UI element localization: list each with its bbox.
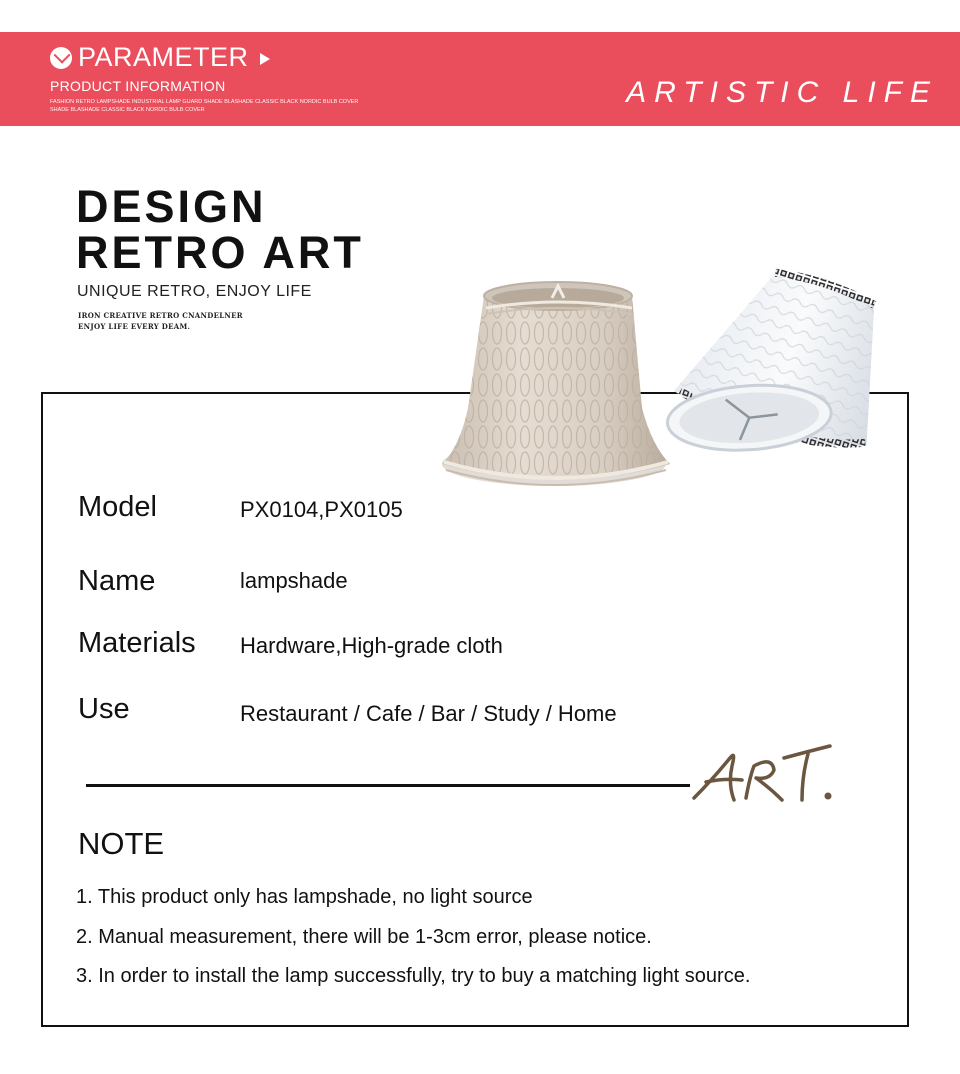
banner-tagline: ARTISTIC LIFE	[626, 76, 938, 109]
hero-title-line2: RETRO ART	[76, 227, 364, 278]
spec-label-materials: Materials	[78, 627, 196, 659]
hero-title-line1: DESIGN	[76, 181, 267, 232]
banner-fine-print	[50, 98, 359, 114]
note-item: 2. Manual measurement, there will be 1-3cm error, please notice.	[76, 926, 652, 948]
note-item: 3. In order to install the lamp successfully, try to buy a matching light source.	[76, 965, 751, 987]
banner-fine-print-line: FASHION RETRO LAMPSHADE INDUSTRIAL LAMP GUARD SHADE BLASHADE CLASSIC BLACK NORDIC BULB COVER	[50, 99, 359, 105]
spec-label-name: Name	[78, 565, 156, 597]
note-title: NOTE	[78, 826, 165, 861]
art-script-text: ART.	[690, 736, 693, 737]
spec-value-model: PX0104,PX0105	[240, 497, 403, 522]
hero-small-text: IRON CREATIVE RETRO CNANDELNER	[78, 311, 243, 320]
spec-value-use: Restaurant / Cafe / Bar / Study / Home	[240, 701, 617, 726]
hero-subtitle: UNIQUE RETRO, ENJOY LIFE	[77, 283, 312, 300]
hero-small-text: ENJOY LIFE EVERY DEAM.	[78, 322, 191, 331]
white-lampshade	[647, 268, 910, 512]
banner-subtitle: PRODUCT INFORMATION	[50, 78, 226, 94]
spec-value-materials: Hardware,High-grade cloth	[240, 633, 503, 658]
play-arrow-icon	[260, 53, 270, 65]
banner-title: PARAMETER	[78, 42, 249, 72]
spec-label-use: Use	[78, 693, 130, 725]
note-item: 1. This product only has lampshade, no light source	[76, 886, 533, 908]
art-script-signature	[690, 736, 850, 816]
hero-title	[76, 181, 364, 278]
spec-label-model: Model	[78, 491, 157, 523]
beige-lampshade	[442, 282, 670, 486]
spec-value-name: lampshade	[240, 568, 348, 593]
chevron-down-circle-icon	[50, 47, 72, 69]
lampshade-product-image	[434, 268, 954, 548]
section-divider	[86, 784, 690, 787]
header-banner	[0, 32, 960, 126]
banner-fine-print-line: SHADE BLASHADE CLASSIC BLACK NORDIC BULB COVER	[50, 107, 205, 113]
